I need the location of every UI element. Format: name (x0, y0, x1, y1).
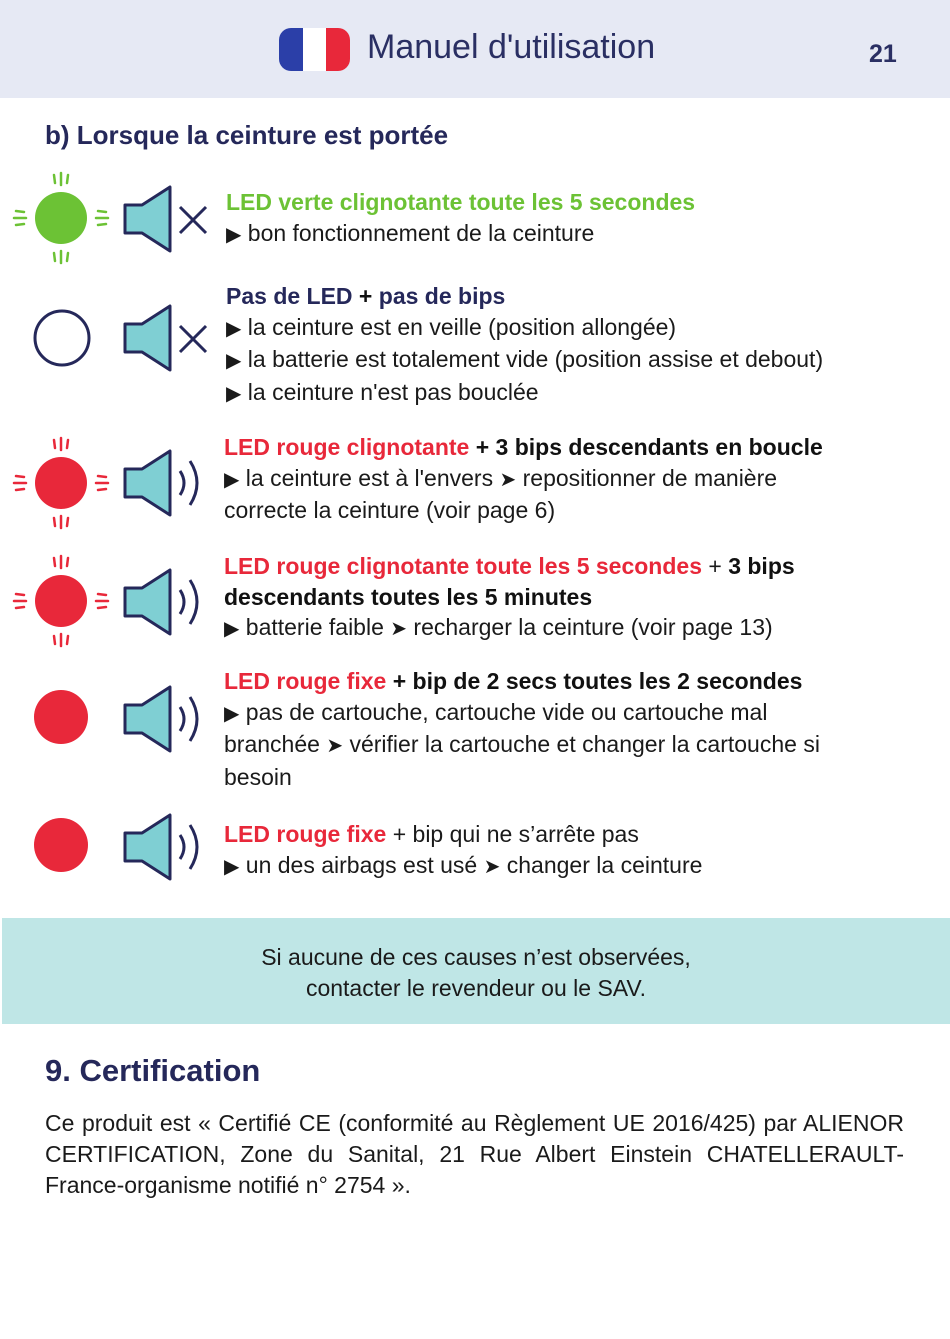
speaker-muted-icon (120, 183, 212, 255)
notice-line: contacter le revendeur ou le SAV. (305, 975, 647, 1001)
row-line: la ceinture est en veille (position allongée) (247, 313, 677, 340)
row-action-cont: besoin (224, 763, 292, 790)
row-heading-rest: + 3 bips descendants en boucle (469, 434, 823, 460)
red-fixed-led-icon (32, 688, 90, 746)
row-cause-cont: branchée (224, 731, 320, 757)
arrow-right-icon: ➤ (326, 735, 344, 757)
arrow-right-icon: ➤ (499, 468, 517, 491)
row-heading: LED verte clignotante toute les 5 secondes (226, 189, 696, 215)
row-line: la ceinture n'est pas bouclée (247, 378, 539, 405)
row-heading-red: LED rouge fixe (224, 821, 387, 847)
row-action: vérifier la cartouche et changer la cartouche si (349, 731, 820, 757)
row-action-cont: correcte la ceinture (voir page 6) (224, 497, 556, 523)
speaker-sound-icon (120, 811, 212, 883)
speaker-sound-icon (120, 683, 212, 755)
red-blinking-led-icon (8, 548, 114, 654)
triangle-bullet-icon: ▶ (226, 317, 242, 340)
manual-title: Manuel d'utilisation (367, 28, 656, 66)
row-heading-red: LED rouge clignotante (224, 434, 470, 460)
page-number: 21 (869, 40, 897, 68)
row-heading-cont: descendants toutes les 5 minutes (224, 583, 593, 610)
notice-line: Si aucune de ces causes n’est observées, (261, 944, 691, 970)
row-heading-red: LED rouge clignotante toute les 5 secondes (224, 553, 702, 579)
triangle-bullet-icon: ▶ (224, 855, 240, 878)
row-cause: un des airbags est usé (245, 851, 478, 878)
triangle-bullet-icon: ▶ (226, 350, 242, 372)
row-heading-red: LED rouge fixe (224, 668, 387, 694)
triangle-bullet-icon: ▶ (224, 618, 240, 640)
triangle-bullet-icon: ▶ (224, 468, 240, 491)
triangle-bullet-icon: ▶ (226, 382, 242, 405)
red-fixed-led-icon (32, 816, 90, 874)
row-line: bon fonctionnement de la ceinture (247, 219, 595, 246)
triangle-bullet-icon: ▶ (226, 223, 242, 246)
row-action: recharger la ceinture (voir page 13) (413, 614, 773, 640)
red-blinking-led-icon (8, 430, 114, 536)
section-subtitle: b) Lorsque la ceinture est portée (45, 120, 449, 150)
arrow-right-icon: ➤ (483, 855, 501, 878)
french-flag-icon (279, 28, 350, 71)
row-heading-beeps: pas de bips (378, 283, 506, 309)
row-cause: pas de cartouche, cartouche vide ou cartouche mal (245, 698, 768, 725)
certification-text: Ce produit est « Certifié CE (conformité au Règlement UE 2016/425) par ALIENOR CERTIFICATION, Zone du Sanital, 21 Rue Albert Einstein CHATELLERAULT-France-organisme notifié n° 2754 ». (45, 1110, 904, 1198)
row-heading-rest: + bip qui ne s’arrête pas (386, 821, 639, 847)
led-off-icon (32, 308, 92, 368)
row-cause: la ceinture est à l'envers (245, 464, 494, 491)
page-header (0, 0, 950, 98)
row-heading-sep: + (352, 283, 379, 309)
certification-title: 9. Certification (45, 1053, 261, 1088)
row-heading-plus: + (701, 553, 729, 579)
row-heading-rest: + bip de 2 secs toutes les 2 secondes (386, 668, 803, 694)
speaker-muted-icon (120, 302, 212, 374)
row-action: changer la ceinture (506, 851, 703, 878)
row-line: la batterie est totalement vide (position assise et debout) (247, 346, 824, 372)
green-blinking-led-icon (8, 165, 114, 271)
speaker-sound-icon (120, 447, 212, 519)
notice-box (2, 918, 950, 1024)
triangle-bullet-icon: ▶ (224, 702, 240, 725)
row-heading-led: Pas de LED (226, 283, 353, 309)
row-heading-rest: 3 bips (728, 553, 795, 579)
row-cause: batterie faible (245, 614, 384, 640)
row-action: repositionner de manière (522, 464, 778, 491)
arrow-right-icon: ➤ (390, 618, 408, 640)
speaker-sound-icon (120, 566, 212, 638)
